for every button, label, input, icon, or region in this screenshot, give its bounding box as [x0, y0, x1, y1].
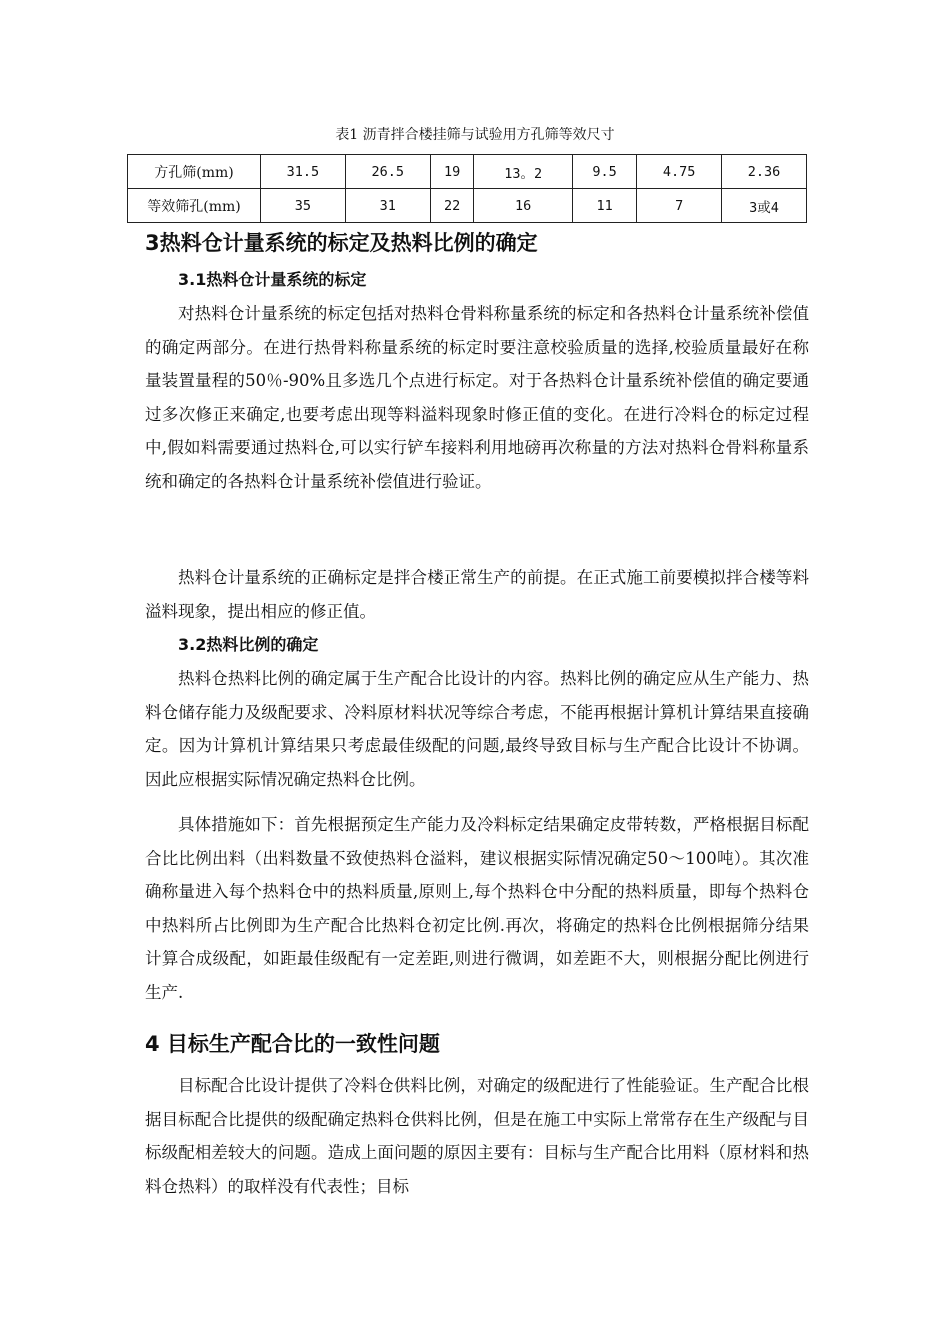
table-cell: 19 — [430, 155, 474, 189]
paragraph: 目标配合比设计提供了冷料仓供料比例，对确定的级配进行了性能验证。生产配合比根据目标配合比提供的级配确定热料仓供料比例，但是在施工中实际上常常存在生产级配与目标级配相差较大的问题。造成上面问题的原因主要有：目标与生产配合比用料（原材料和热料仓热料）的取样没有代表性；目标 — [145, 1076, 809, 1196]
table-cell: 4.75 — [637, 155, 722, 189]
table-cell: 35 — [261, 189, 346, 223]
table-row — [128, 189, 807, 223]
table-cell: 7 — [637, 189, 722, 223]
section-3-1-heading: 3.1热料仓计量系统的标定 — [178, 270, 367, 289]
table-cell: 16 — [474, 189, 572, 223]
section-3-2-heading: 3.2热料比例的确定 — [178, 635, 319, 654]
sieve-size-table — [127, 154, 807, 223]
table-cell: 31 — [345, 189, 430, 223]
section-3-heading: 3热料仓计量系统的标定及热料比例的确定 — [145, 231, 538, 255]
table-cell: 22 — [430, 189, 474, 223]
paragraph: 具体措施如下：首先根据预定生产能力及冷料标定结果确定皮带转数，严格根据目标配合比比例出料（出料数量不致使热料仓溢料，建议根据实际情况确定50～100吨）。其次准确称量进入每个热料仓中的热料质量,原则上,每个热料仓中分配的热料质量，即每个热料仓中热料所占比例即为生产配合比热料仓初定比例.再次，将确定的热料仓比例根据筛分结果计算合成级配，如距最佳级配有一定差距,则进行微调，如差距不大，则根据分配比例进行生产. — [145, 815, 809, 1002]
table-row — [128, 155, 807, 189]
paragraph: 热料仓热料比例的确定属于生产配合比设计的内容。热料比例的确定应从生产能力、热料仓储存能力及级配要求、冷料原材料状况等综合考虑，不能再根据计算机计算结果直接确定。因为计算机计算结果只考虑最佳级配的问题,最终导致目标与生产配合比设计不协调。因此应根据实际情况确定热料仓比例。 — [145, 669, 809, 789]
table-cell: 31.5 — [261, 155, 346, 189]
paragraph: 热料仓计量系统的正确标定是拌合楼正常生产的前提。在正式施工前要模拟拌合楼等料溢料现象，提出相应的修正值。 — [145, 568, 809, 621]
table-cell: 26.5 — [345, 155, 430, 189]
table-cell: 11 — [572, 189, 636, 223]
table-caption: 表1 沥青拌合楼挂筛与试验用方孔筛等效尺寸 — [335, 127, 615, 143]
table-cell: 3或4 — [722, 189, 807, 223]
paragraph: 对热料仓计量系统的标定包括对热料仓骨料称量系统的标定和各热料仓计量系统补偿值的确定两部分。在进行热骨料称量系统的标定时要注意校验质量的选择,校验质量最好在称量装置量程的50％-90%且多选几个点进行标定。对于各热料仓计量系统补偿值的确定要通过多次修正来确定,也要考虑出现等料溢料现象时修正值的变化。在进行冷料仓的标定过程中,假如料需要通过热料仓,可以实行铲车接料利用地磅再次称量的方法对热料仓骨料称量系统和确定的各热料仓计量系统补偿值进行验证。 — [145, 304, 809, 491]
table-row-label: 方孔筛(mm) — [128, 155, 261, 189]
table-cell: 13。2 — [474, 155, 572, 189]
table-cell: 2.36 — [722, 155, 807, 189]
table-cell: 9.5 — [572, 155, 636, 189]
section-4-heading: 4 目标生产配合比的一致性问题 — [145, 1032, 440, 1056]
table-row-label: 等效筛孔(mm) — [128, 189, 261, 223]
